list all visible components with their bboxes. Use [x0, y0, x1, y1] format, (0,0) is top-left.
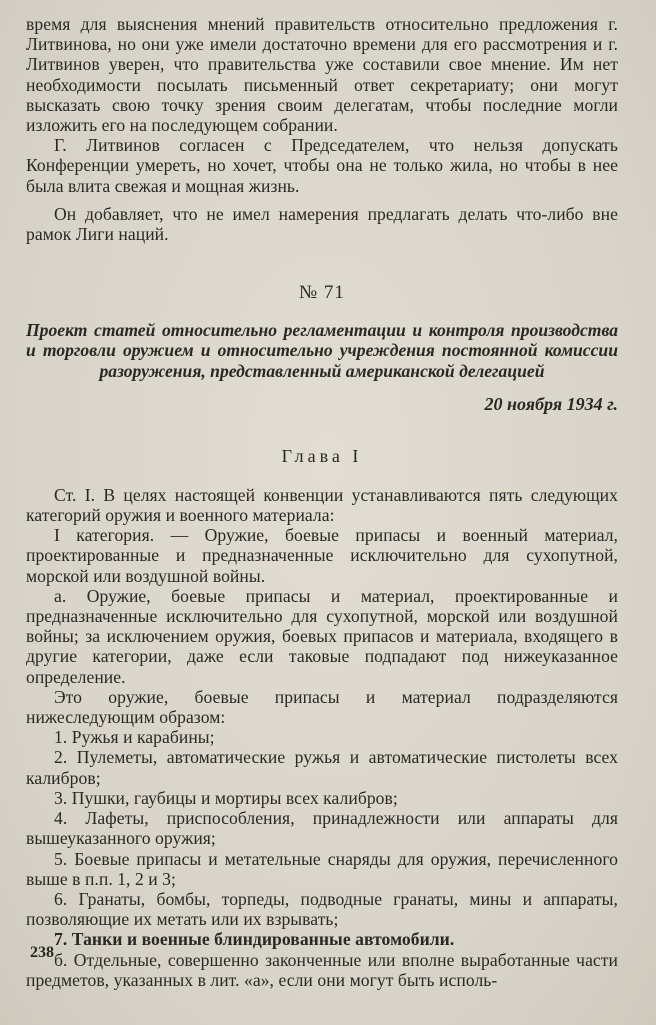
article-1-intro: Ст. I. В целях настоящей конвенции устанавливаются пять следующих категорий оружия и военного материала:: [26, 484, 618, 526]
continued-paragraph-3: Он добавляет, что не имел намерения предлагать делать что-либо вне рамок Лиги наций.: [26, 203, 618, 245]
subsection-b: б. Отдельные, совершенно законченные или вполне выработанные части предметов, указанных в лит. «а», если они могут быть исполь-: [26, 949, 618, 990]
list-item-1: 1. Ружья и карабины;: [54, 727, 215, 748]
chapter-heading: Глава I: [281, 445, 363, 466]
category-1-definition: I категория. — Оружие, боевые припасы и военный материал, проектированные и предназначенные исключительно для сухопутной, морской или воздушной войны.: [26, 525, 618, 586]
list-item-6: 6. Гранаты, бомбы, торпеды, подводные гранаты, мины и аппараты, позволяющие их метать или их взрывать;: [26, 888, 618, 930]
list-item-3: 3. Пушки, гаубицы и мортиры всех калибров;: [54, 787, 398, 808]
list-item-4: 4. Лафеты, приспособления, принадлежности или аппараты для вышеуказанного оружия;: [26, 808, 618, 849]
page-number: 238: [30, 944, 54, 961]
subdivision-intro: Это оружие, боевые припасы и материал подразделяются нижеследующим образом:: [26, 686, 618, 728]
page-content: [26, 14, 618, 990]
list-item-2: 2. Пулеметы, автоматические ружья и автоматические пистолеты всех калибров;: [26, 747, 618, 788]
document-title: Проект статей относительно регламентации и контроля производства и торговли оружием и относительно учреждения постоянной комиссии разоружения, представленный американской делегацией: [26, 320, 618, 381]
list-item-7: 7. Танки и военные блиндированные автомобили.: [54, 929, 455, 950]
list-item-5: 5. Боевые припасы и метательные снаряды для оружия, перечисленного выше в п.п. 1, 2 и 3;: [26, 848, 618, 889]
document-date: 20 ноября 1934 г.: [484, 393, 618, 414]
continued-paragraph-2: Г. Литвинов согласен с Председателем, что нельзя допускать Конференции умереть, но хочет, чтобы она не только жила, но чтобы в нее была влита свежая и мощная жизнь.: [26, 135, 618, 196]
subsection-a: а. Оружие, боевые припасы и материал, проектированные и предназначенные исключительно для сухопутной, морской или воздушной войны; за исключением оружия, боевых припасов и материала, входящего в другие категории, даже если таковые подпадают под нижеуказанное определение.: [26, 585, 618, 687]
document-number: № 71: [299, 282, 345, 304]
continued-paragraph-1: время для выяснения мнений правительств относительно предложения г. Литвинова, но они уже имели достаточно времени для его рассмотрения и г. Литвинов уверен, что правительства уже составили свое мнение. Им нет необходимости посылать письменный ответ секретариату; они могут высказать свою точку зрения своим делегатам, чтобы последние могли изложить его на последующем собрании.: [26, 14, 618, 136]
